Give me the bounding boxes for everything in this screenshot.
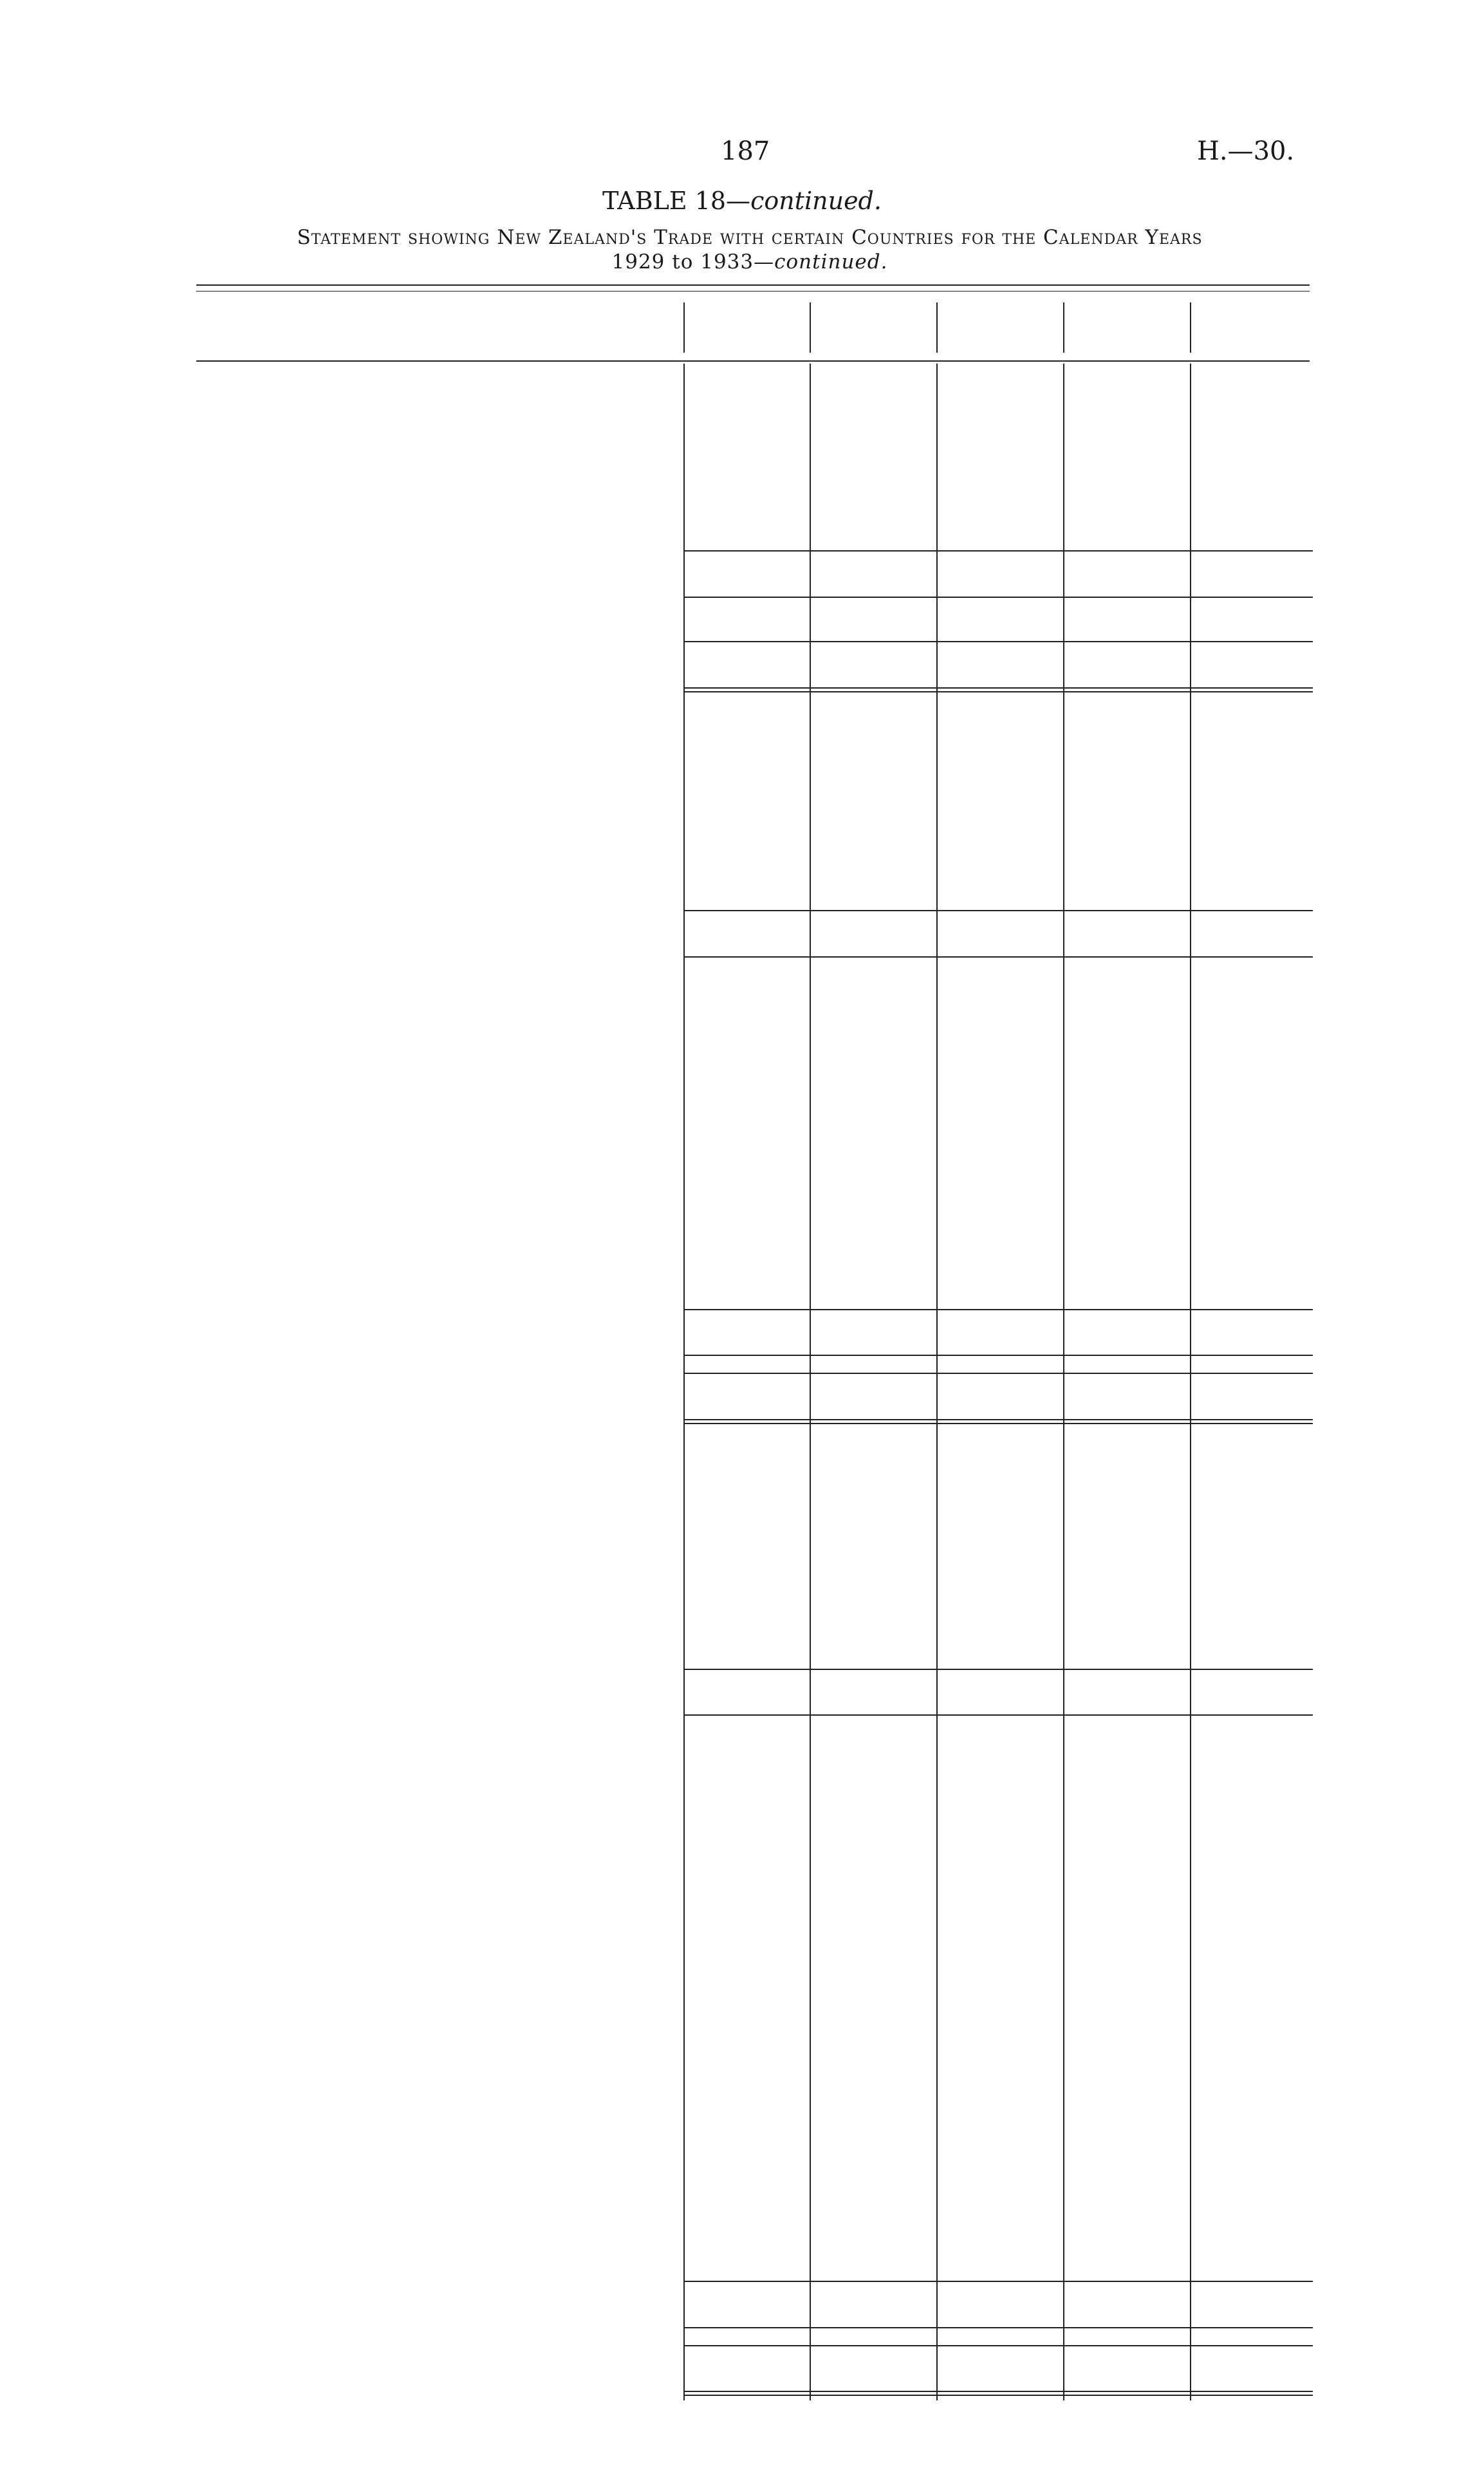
subtotal-bottom-rule [683,1714,1313,1716]
subtotal-rule [683,1669,1313,1670]
subtotal-bottom-rule [683,956,1313,958]
table-title [0,187,1484,215]
total-bottom-rule-2 [683,1423,1313,1424]
table-title-text: TABLE 18— [602,187,751,215]
page-number: 187 [721,136,770,166]
total-bottom-rule-2 [683,2395,1313,2396]
header-column-divider [936,302,938,353]
subtotal-bottom-rule [683,2327,1313,2328]
subtotal-rule [683,2281,1313,2282]
column-divider [1063,364,1064,2400]
statement-line-2 [193,250,1306,274]
page-reference: H.—30. [1197,136,1295,166]
subtotal-rule [683,1309,1313,1310]
column-divider [810,364,811,2400]
header-top-rule [196,284,1310,286]
header-column-divider [683,302,685,353]
column-divider [1190,364,1191,2400]
total-top-rule [683,1373,1313,1374]
subtotal-bottom-rule [683,597,1313,598]
total-bottom-rule-2 [683,691,1313,692]
statement-line-1: Statement showing New Zealand's Trade with certain Countries for the Calendar Years [297,226,1203,249]
column-divider [936,364,938,2400]
statement-heading [193,225,1306,274]
header-column-divider [1190,302,1191,353]
column-divider [683,364,685,2400]
subtotal-rule [683,910,1313,911]
statement-line-2-suffix: continued. [774,250,888,274]
header-column-divider [1063,302,1064,353]
header-bottom-rule [196,360,1310,362]
subtotal-bottom-rule [683,1355,1313,1356]
subtotal-rule [683,550,1313,552]
total-bottom-rule [683,1419,1313,1420]
statement-line-2-text: 1929 to 1933— [611,250,775,274]
header-column-divider [810,302,811,353]
total-bottom-rule [683,2391,1313,2392]
total-bottom-rule [683,687,1313,689]
total-top-rule [683,641,1313,642]
total-top-rule [683,2345,1313,2346]
header-top-rule-2 [196,291,1310,292]
table-title-suffix: continued. [750,187,882,215]
